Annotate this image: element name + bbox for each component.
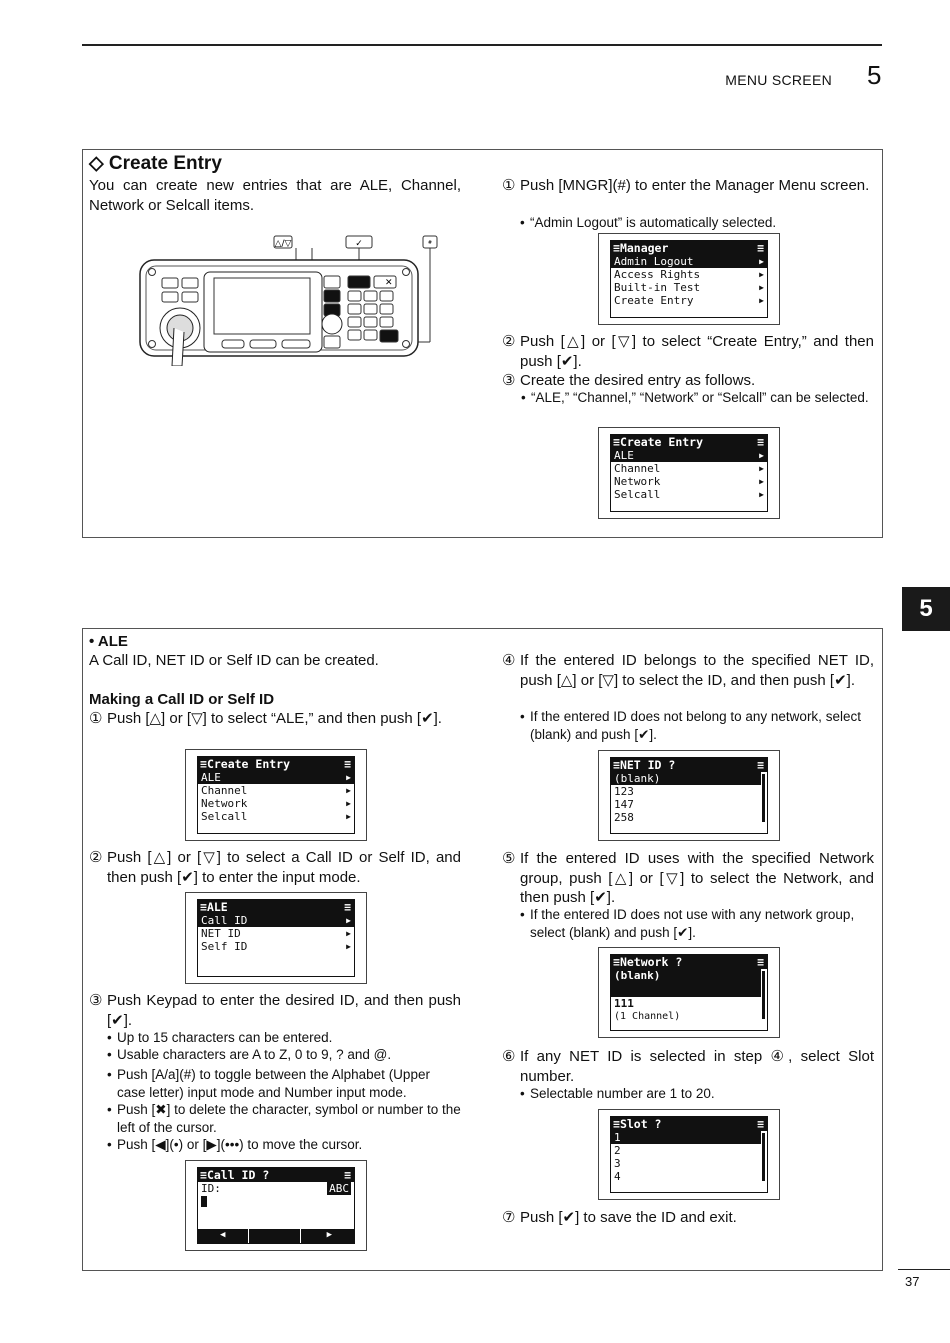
cursor-left-icon: ◀ (220, 1230, 226, 1240)
create-entry-item: ALE ▶ (611, 449, 767, 462)
slot-item: 4 (614, 1170, 621, 1183)
ale-heading: • ALE (89, 633, 128, 650)
create-entry-heading: ◇ Create Entry (89, 153, 222, 174)
header-rule (82, 44, 882, 46)
ale-step-2: ② Push [△] or [▽] to select a Call ID or Self ID, and then push [✔] to enter the input mode. (89, 849, 461, 886)
scrollbar (762, 774, 765, 822)
create-entry-item: Channel ▶ (201, 784, 351, 797)
ale-menu-item: Self ID ▶ (201, 940, 351, 953)
ale-step-1: ① Push [△] or [▽] to select “ALE,” and then push [✔]. (89, 710, 442, 727)
network-item-sub: (1 Channel) (614, 1011, 681, 1022)
chapter-tab: 5 (902, 587, 950, 631)
create-entry-item: Network ▶ (614, 475, 764, 488)
chapter-number: 5 (867, 60, 882, 90)
slot-item: 1 (611, 1131, 761, 1144)
slot-item: 2 (614, 1144, 621, 1157)
svg-text:#: # (427, 240, 433, 246)
network-item: (blank) (611, 969, 761, 997)
ce-step-3: ③ Create the desired entry as follows. (502, 372, 756, 389)
ale-menu-screen: ≡ALE ≡ Call ID ▶ NET ID ▶ Self ID ▶ (185, 892, 367, 984)
ale-subheading: Making a Call ID or Self ID (89, 691, 275, 708)
create-entry-item: Selcall ▶ (614, 488, 764, 501)
create-entry-intro: You can create new entries that are ALE, Channel, Network or Selcall items. (89, 177, 461, 214)
ale-intro: A Call ID, NET ID or Self ID can be created. (89, 652, 379, 669)
manager-item: Built-in Test ▶ (614, 281, 764, 294)
manager-item: Admin Logout ▶ (611, 255, 767, 268)
manager-item: Access Rights ▶ (614, 268, 764, 281)
soft-key-bar (198, 1229, 354, 1243)
up-key-label: △/▽ (274, 239, 292, 249)
ale-create-entry-screen: ≡Create Entry ≡ ALE ▶ Channel ▶ Network ▶ Selcall ▶ (185, 749, 367, 841)
slot-screen: ≡Slot ? ≡ 1 2 3 4 (598, 1109, 780, 1200)
ce-step-1: ① Push [MNGR](#) to enter the Manager Menu screen. (502, 177, 870, 194)
ale-step-3: ③ Push Keypad to enter the desired ID, and then push [✔]. (89, 992, 461, 1029)
scrollbar (762, 971, 765, 1019)
section-title: MENU SCREEN (725, 72, 832, 88)
text-cursor (201, 1196, 207, 1207)
ale-menu-item: Call ID ▶ (198, 914, 354, 927)
call-id-screen: ≡Call ID ? ≡ ID: ABC ◀ ▶ (185, 1160, 367, 1251)
svg-text:✕: ✕ (385, 278, 393, 288)
create-entry-item: Channel ▶ (614, 462, 764, 475)
ale-step-7: ⑦ Push [✔] to save the ID and exit. (502, 1209, 737, 1226)
page-number-rule (898, 1269, 950, 1270)
net-id-item: 123 (614, 785, 634, 798)
input-mode-indicator: ABC (329, 1182, 349, 1195)
radio-illustration (138, 232, 444, 366)
ce-step-2: ② Push [△] or [▽] to select “Create Entry,” and then push [✔]. (502, 333, 874, 370)
ale-menu-item: NET ID ▶ (201, 927, 351, 940)
net-id-item: 147 (614, 798, 634, 811)
ale-step-5: ⑤ If the entered ID uses with the specified Network group, push [△] or [▽] to select the Network, and then push [✔]. (502, 850, 874, 906)
manager-screen: ≡Manager ≡ Admin Logout ▶ Access Rights ▶ Built-in Test ▶ Create Entry ▶ (598, 233, 780, 325)
net-id-item: (blank) (611, 772, 761, 785)
cursor-right-icon: ▶ (326, 1230, 332, 1240)
scrollbar (762, 1133, 765, 1181)
call-id-input-row: ID: ABC (201, 1182, 349, 1195)
network-screen: ≡Network ? ≡ (blank) 111 (1 Channel) (598, 947, 780, 1038)
svg-text:✓: ✓ (355, 239, 363, 249)
manager-item: Create Entry ▶ (614, 294, 764, 307)
create-entry-item: Network ▶ (201, 797, 351, 810)
create-entry-item: ALE ▶ (198, 771, 354, 784)
net-id-screen: ≡NET ID ? ≡ (blank) 123 147 258 (598, 750, 780, 841)
create-entry-item: Selcall ▶ (201, 810, 351, 823)
net-id-item: 258 (614, 811, 634, 824)
page-number: 37 (905, 1274, 920, 1289)
network-item: 111 (614, 997, 634, 1010)
create-entry-screen: ≡Create Entry ≡ ALE ▶ Channel ▶ Network ▶ Selcall ▶ (598, 427, 780, 519)
slot-item: 3 (614, 1157, 621, 1170)
ale-step-6: ⑥ If any NET ID is selected in step ④, select Slot number. (502, 1048, 874, 1085)
ale-step-4: ④ If the entered ID belongs to the specified NET ID, push [△] or [▽] to select the ID, and then push [✔]. (502, 652, 874, 689)
